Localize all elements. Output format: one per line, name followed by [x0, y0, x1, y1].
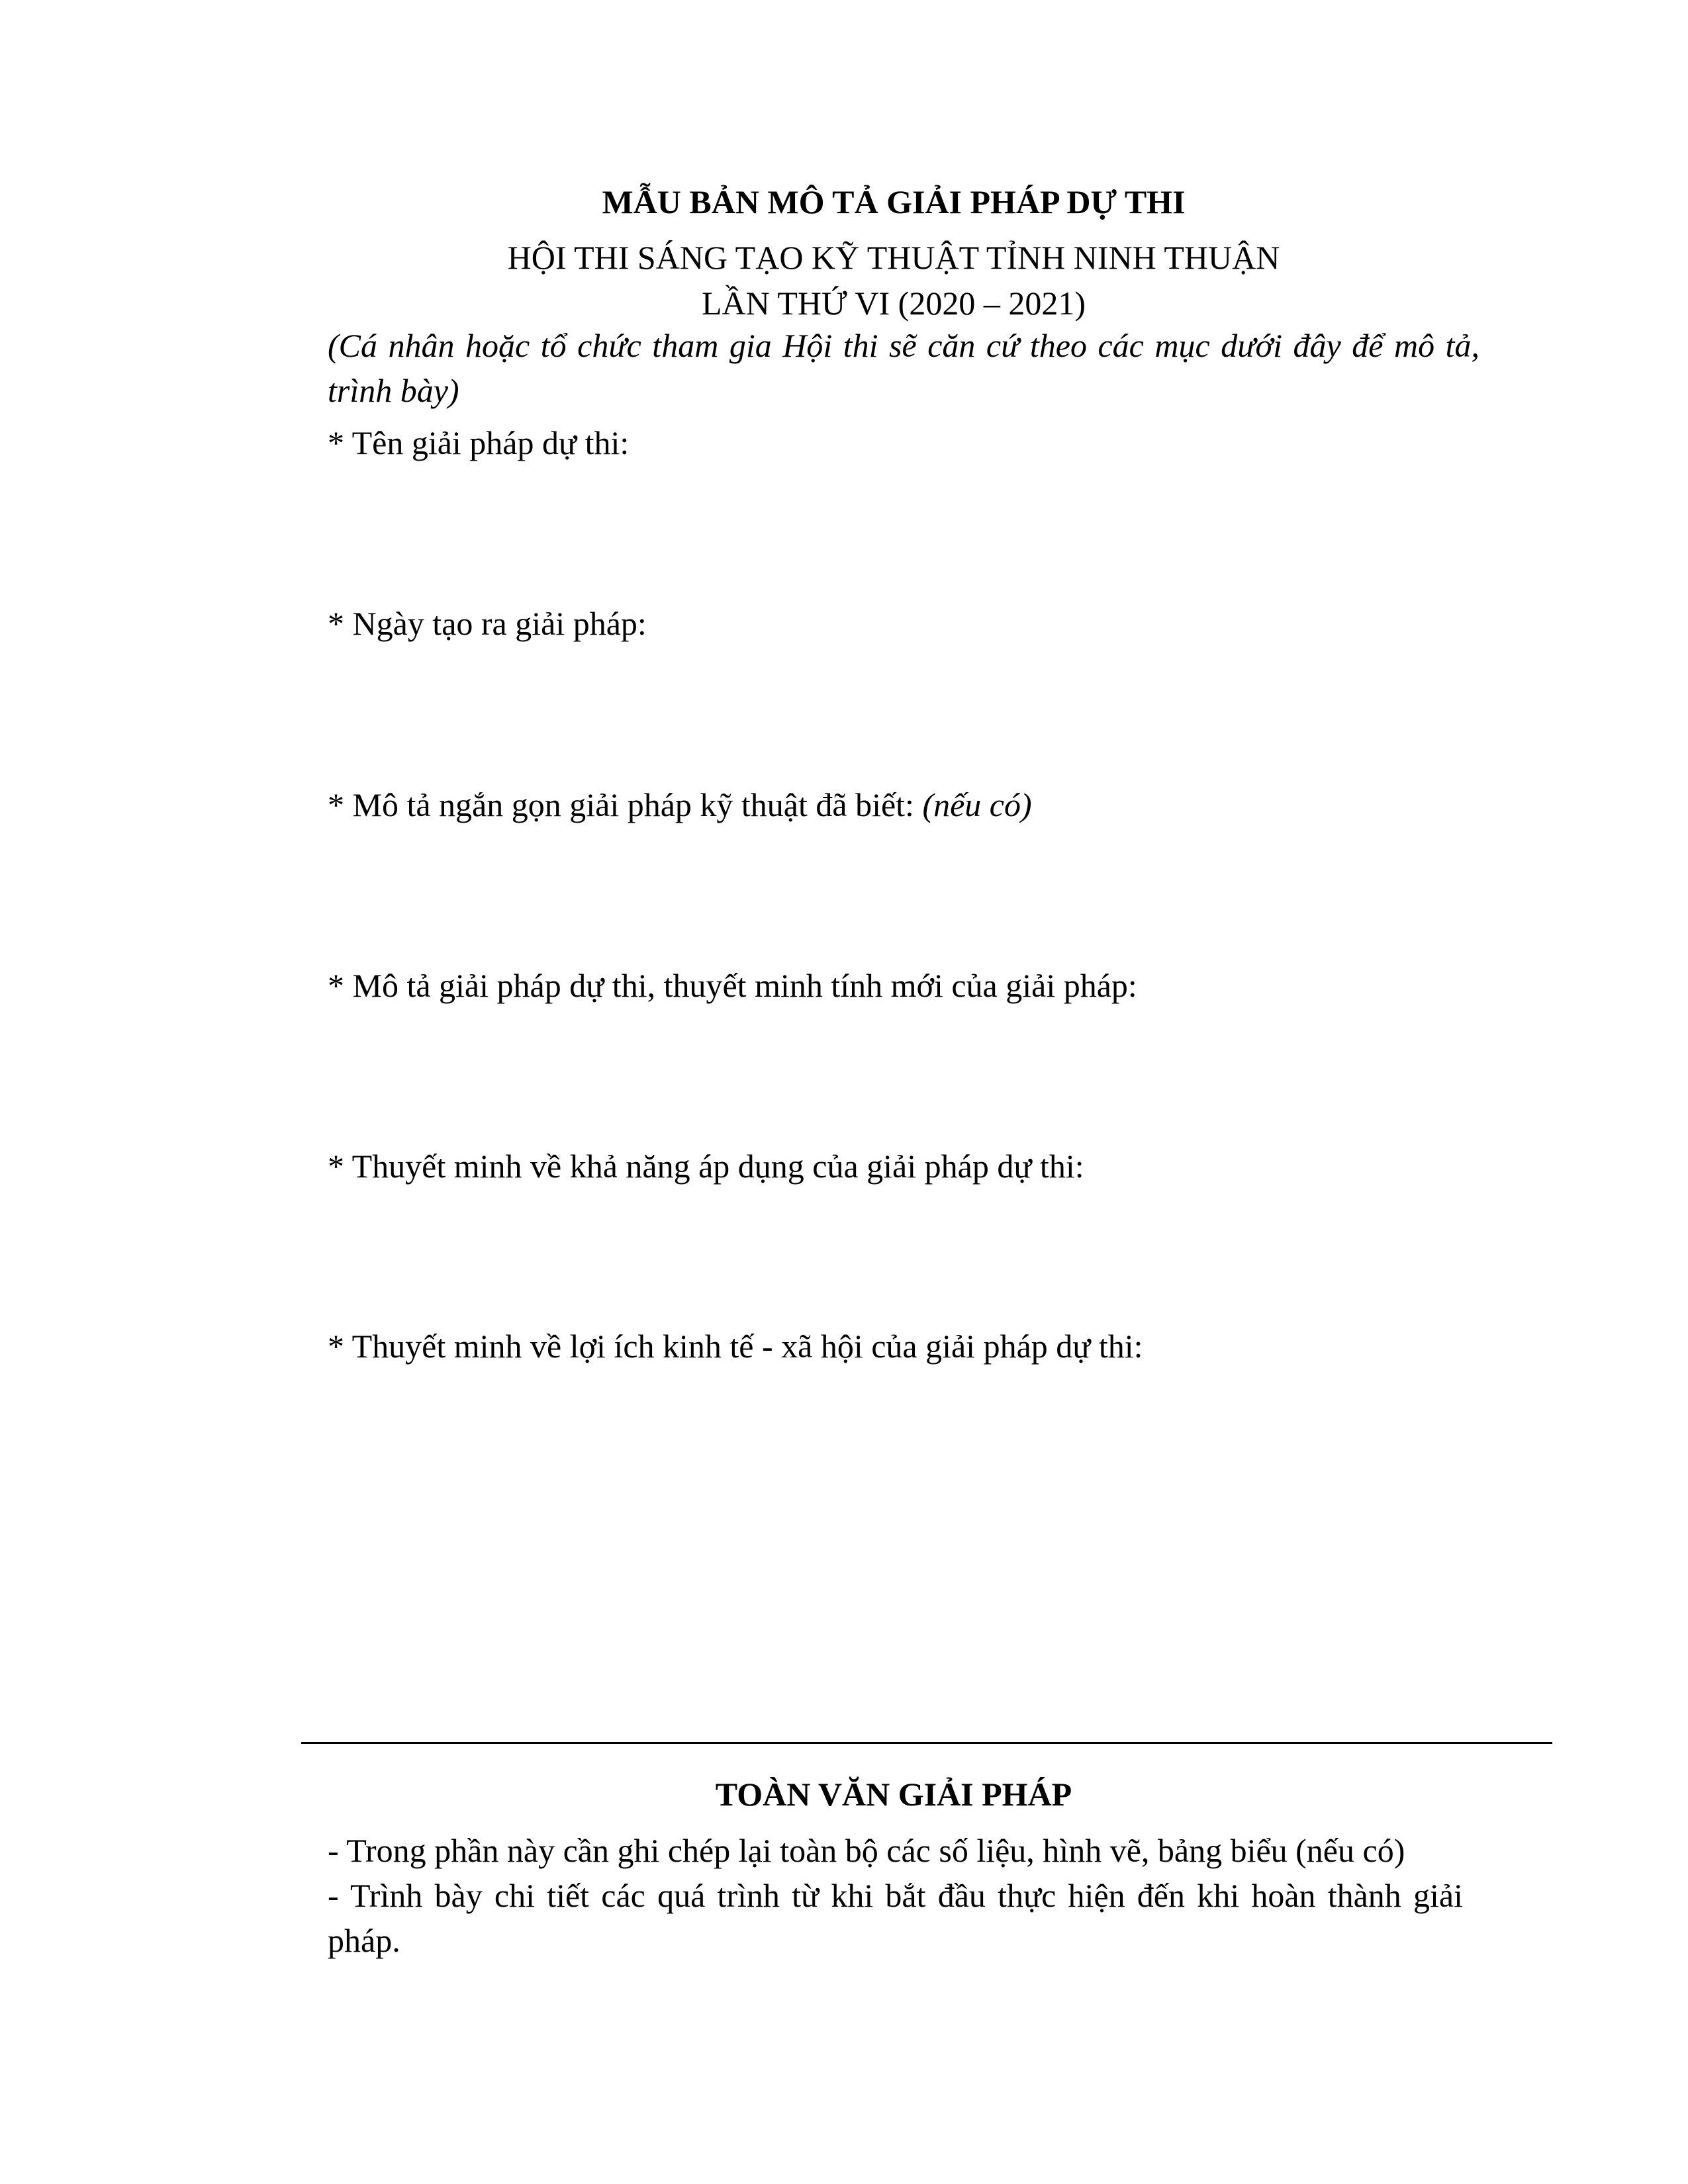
full-text-item-1: - Trong phần này cần ghi chép lại toàn bộ các số liệu, hình vẽ, bảng biểu (nếu có)	[328, 1832, 1405, 1869]
section-divider	[301, 1742, 1552, 1744]
field-applicability: * Thuyết minh về khả năng áp dụng của giải pháp dự thi:	[328, 1148, 1084, 1185]
field-benefits: * Thuyết minh về lợi ích kinh tế - xã hội của giải pháp dự thi:	[328, 1328, 1143, 1365]
field-known-solution-label: * Mô tả ngắn gọn giải pháp kỹ thuật đã biết:	[328, 786, 923, 823]
full-text-item-2: - Trình bày chi tiết các quá trình từ khi bắt đầu thực hiện đến khi hoàn thành giải pháp.	[328, 1877, 1463, 1959]
contest-edition: LẦN THỨ VI (2020 – 2021)	[702, 285, 1086, 322]
field-known-solution	[328, 782, 1479, 827]
form-title: MẪU BẢN MÔ TẢ GIẢI PHÁP DỰ THI	[602, 183, 1186, 220]
field-description: * Mô tả giải pháp dự thi, thuyết minh tính mới của giải pháp:	[328, 967, 1137, 1004]
field-known-solution-note: (nếu có)	[922, 786, 1032, 823]
field-creation-date: * Ngày tạo ra giải pháp:	[328, 605, 647, 642]
contest-name: HỘI THI SÁNG TẠO KỸ THUẬT TỈNH NINH THUẬN	[507, 239, 1280, 276]
full-text-instructions	[328, 1828, 1463, 1963]
field-solution-name: * Tên giải pháp dự thi:	[328, 424, 630, 461]
form-instruction: (Cá nhân hoặc tổ chức tham gia Hội thi sẽ căn cứ theo các mục dưới đây để mô tả, trình bày)	[328, 327, 1479, 409]
full-text-title: TOÀN VĂN GIẢI PHÁP	[715, 1776, 1072, 1813]
